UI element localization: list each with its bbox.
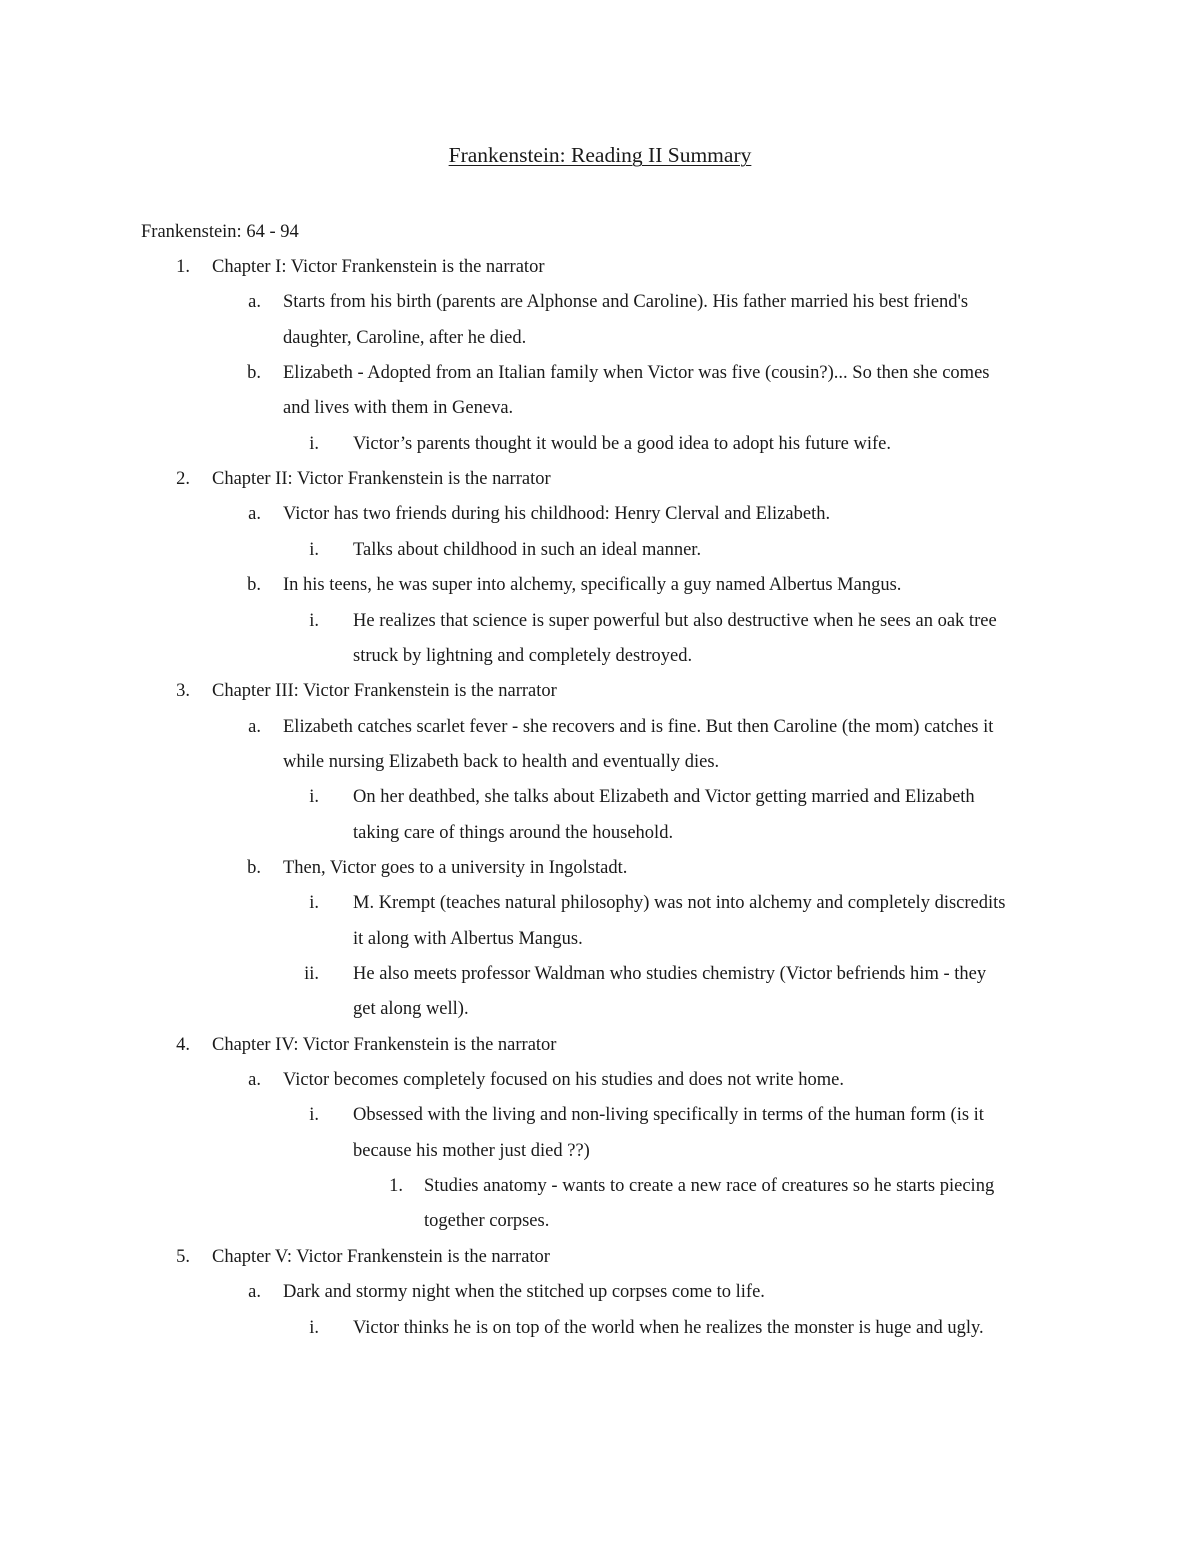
outline-marker: a. <box>248 1070 261 1091</box>
outline-item-text: together corpses. <box>424 1211 550 1232</box>
outline-item-text: He realizes that science is super powerful but also destructive when he sees an oak tree <box>353 610 997 631</box>
outline-marker: a. <box>248 504 261 525</box>
outline-marker: 2. <box>176 469 190 490</box>
outline-item-text: struck by lightning and completely destroyed. <box>353 645 693 666</box>
outline-marker: i. <box>309 1317 319 1338</box>
outline-item-text: Chapter III: Victor Frankenstein is the narrator <box>212 681 557 702</box>
outline-item-text: daughter, Caroline, after he died. <box>283 327 527 348</box>
outline-item-text: On her deathbed, she talks about Elizabeth and Victor getting married and Elizabeth <box>353 787 975 808</box>
outline-item-text: Victor’s parents thought it would be a good idea to adopt his future wife. <box>353 433 892 454</box>
outline-item-text: and lives with them in Geneva. <box>283 398 514 419</box>
outline-item-text: Obsessed with the living and non-living specifically in terms of the human form (is it <box>353 1105 984 1126</box>
outline-item-text: He also meets professor Waldman who studies chemistry (Victor befriends him - they <box>353 964 987 984</box>
outline-item-text: M. Krempt (teaches natural philosophy) was not into alchemy and completely discredits <box>353 893 1006 914</box>
outline-marker: i. <box>309 787 319 808</box>
outline-item-text: Victor has two friends during his childhood: Henry Clerval and Elizabeth. <box>283 504 831 525</box>
outline-item-text: Chapter II: Victor Frankenstein is the narrator <box>212 469 551 490</box>
outline-item-text: Studies anatomy - wants to create a new race of creatures so he starts piecing <box>424 1176 995 1197</box>
outline-marker: b. <box>247 363 261 384</box>
outline-marker: i. <box>309 610 319 631</box>
outline-item-text: get along well). <box>353 999 469 1020</box>
outline-item-text: Elizabeth catches scarlet fever - she recovers and is fine. But then Caroline (the mom) catches it <box>283 716 994 737</box>
outline-item-text: taking care of things around the household. <box>353 822 674 843</box>
outline-marker: i. <box>309 893 319 914</box>
outline-item-text: Starts from his birth (parents are Alphonse and Caroline). His father married his best friend's <box>283 292 969 313</box>
outline-marker: 1. <box>176 257 190 277</box>
outline-item-text: because his mother just died ??) <box>353 1140 590 1161</box>
outline-marker: i. <box>309 539 319 560</box>
source-pages-heading: Frankenstein: 64 - 94 <box>141 222 299 242</box>
outline-marker: 1. <box>389 1176 403 1197</box>
outline-item-text: Chapter IV: Victor Frankenstein is the narrator <box>212 1034 557 1055</box>
outline-item-text: Chapter I: Victor Frankenstein is the narrator <box>212 257 545 277</box>
outline-item-text: it along with Albertus Mangus. <box>353 928 583 949</box>
outline-marker: 4. <box>176 1034 190 1055</box>
outline-marker: i. <box>309 1105 319 1126</box>
outline-item-text: Then, Victor goes to a university in Ingolstadt. <box>283 857 628 878</box>
outline-item-text: Talks about childhood in such an ideal manner. <box>353 539 702 560</box>
outline-item-text: Victor becomes completely focused on his studies and does not write home. <box>283 1070 844 1091</box>
outline-marker: i. <box>309 433 319 454</box>
outline-item-text: In his teens, he was super into alchemy, specifically a guy named Albertus Mangus. <box>283 575 902 596</box>
outline-item-text: Dark and stormy night when the stitched up corpses come to life. <box>283 1282 765 1303</box>
outline-marker: a. <box>248 1282 261 1303</box>
outline-marker: 5. <box>176 1246 190 1267</box>
outline-marker: b. <box>247 857 261 878</box>
outline-item-text: while nursing Elizabeth back to health and eventually dies. <box>283 751 720 772</box>
outline-marker: a. <box>248 292 261 313</box>
outline-marker: a. <box>248 716 261 737</box>
outline-marker: 3. <box>176 681 190 702</box>
outline-item-text: Victor thinks he is on top of the world when he realizes the monster is huge and ugly. <box>353 1317 984 1338</box>
outline-item-text: Chapter V: Victor Frankenstein is the narrator <box>212 1246 550 1267</box>
outline-marker: ii. <box>304 964 319 984</box>
outline-marker: b. <box>247 575 261 596</box>
outline-item-text: Elizabeth - Adopted from an Italian family when Victor was five (cousin?)... So then she comes <box>283 363 990 384</box>
document-title: Frankenstein: Reading II Summary <box>448 143 752 167</box>
